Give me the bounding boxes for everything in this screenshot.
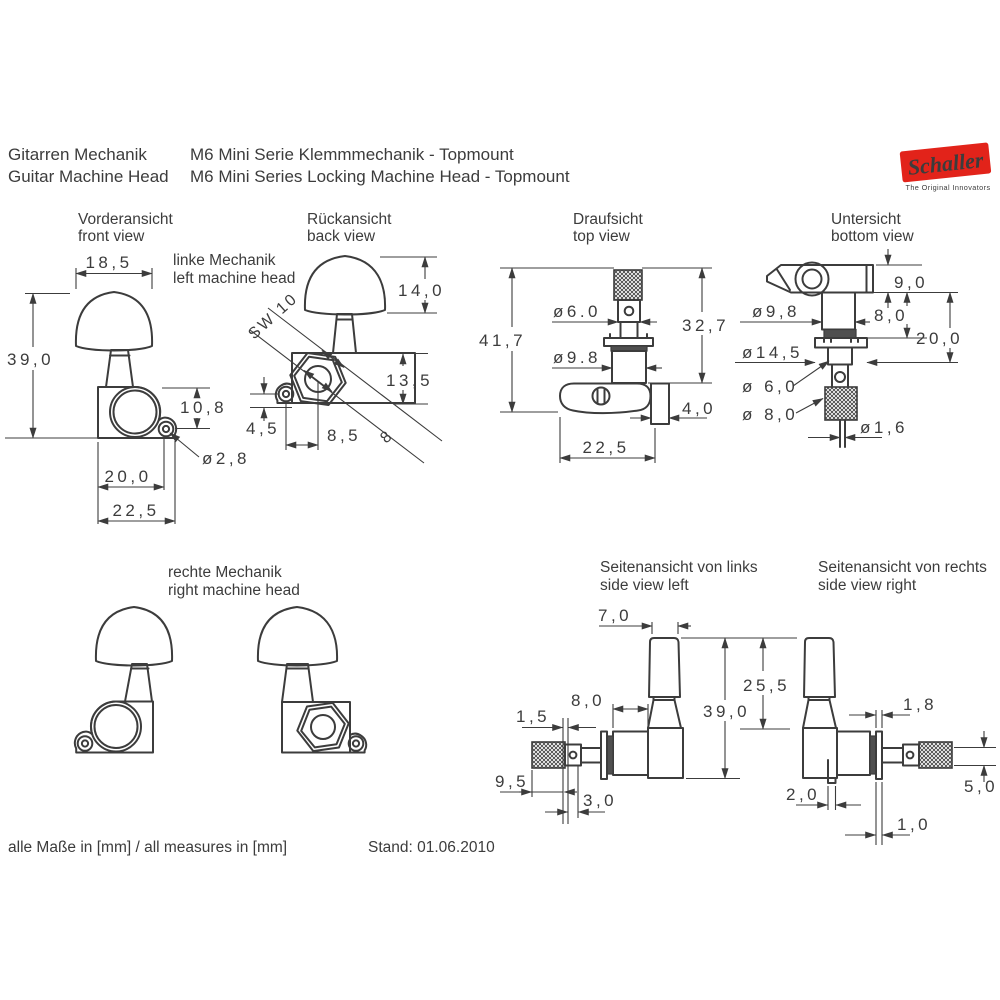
variant-shaft-front [125, 664, 152, 702]
right-variant-front [75, 607, 172, 753]
side-left-dimensions [495, 606, 797, 824]
logo-wordmark: Schaller [906, 147, 985, 180]
dim-top-overall-height: 41,7 [479, 331, 527, 350]
side-right-button [803, 638, 836, 728]
bottom-view-title-en: bottom view [831, 228, 914, 245]
bushing-hole-bottom [803, 270, 822, 289]
units-note: alle Maße in [mm] / all measures in [mm] [8, 839, 288, 856]
dim-front-body-to-screw: 20,0 [104, 467, 152, 486]
revision-note: Stand: 01.06.2010 [368, 839, 495, 856]
side-right-title-en: side view right [818, 577, 917, 594]
side-right-post [903, 745, 919, 766]
top-view-title-en: top view [573, 228, 630, 245]
dim-front-body-width: 22,5 [112, 501, 160, 520]
dim-sl-bushing-length: 8,0 [571, 691, 606, 710]
dim-sl-knob-length: 9,5 [495, 772, 530, 791]
flange-top [604, 334, 653, 346]
variant-shaft-back [282, 664, 313, 702]
side-left-knob [532, 742, 565, 768]
side-left-bushing [613, 732, 648, 776]
dim-bottom-bushing-height: 8,0 [874, 306, 909, 325]
back-view-title-en: back view [307, 228, 376, 245]
top-view-part [560, 270, 669, 424]
logo-tagline: The Original Innovators [905, 183, 991, 192]
dim-bottom-pin-dia: ø1,6 [860, 418, 909, 437]
gear-bushing-inner [114, 391, 157, 434]
side-left-string-hole [570, 752, 577, 759]
side-right-knob [919, 742, 952, 768]
variant-wheel-hole [311, 715, 335, 739]
dim-bottom-flange-dia: ø14,5 [742, 343, 803, 362]
string-hole-bottom [835, 372, 845, 382]
top-view-title-de: Draufsicht [573, 211, 643, 228]
side-left-title-en: side view left [600, 577, 689, 594]
variant-screw-hole-back [353, 740, 359, 746]
brand-logo [900, 142, 992, 192]
dim-top-body-width: 22,5 [582, 438, 630, 457]
dim-front-screw-offset: 10,8 [180, 398, 228, 417]
screw-hole-back [283, 391, 289, 397]
dim-bottom-total-height: 20,0 [916, 329, 964, 348]
dim-sl-overall-height: 39,0 [703, 702, 751, 721]
worm-screw-head [593, 388, 610, 405]
series-title-en: M6 Mini Series Locking Machine Head - Topmount [190, 167, 570, 186]
side-left-post [565, 745, 581, 766]
gear-bushing-outer [110, 387, 160, 437]
top-view-dimensions [479, 268, 729, 463]
bushing-cylinder-bottom [822, 293, 855, 330]
dim-front-screw-hole-dia: ø2,8 [202, 449, 251, 468]
dim-back-screw-to-center: 8,5 [327, 426, 362, 445]
top-view [479, 211, 729, 463]
mount-screw-hole [163, 426, 169, 432]
mount-plate-top [651, 384, 669, 425]
dim-front-overall-height: 39,0 [7, 350, 55, 369]
front-view [5, 211, 295, 524]
side-right-bushing [837, 732, 870, 776]
dim-sl-button-top-width: 7,0 [598, 606, 633, 625]
dim-top-plate-offset: 4,0 [682, 399, 717, 418]
dim-back-body-height: 13,5 [386, 371, 434, 390]
dim-back-wheel-dia: 8 [377, 426, 398, 447]
housing-bottom [767, 265, 873, 293]
locking-knob-bottom [825, 387, 857, 420]
side-right-shaft [882, 748, 903, 763]
dim-back-wrench-size: SW 10 [245, 289, 302, 343]
bushing-top [612, 351, 646, 383]
dim-bottom-post-dia: ø 6,0 [742, 377, 799, 396]
button-shaft-back [333, 314, 356, 353]
flange-bottom [815, 338, 867, 348]
side-left-button [648, 638, 681, 728]
dim-bottom-body-height: 9,0 [894, 273, 929, 292]
tuner-button-front [76, 292, 152, 351]
dim-sr-tab-width: 2,0 [786, 785, 821, 804]
back-view [245, 211, 445, 463]
side-right-title-de: Seitenansicht von rechts [818, 559, 987, 576]
dim-top-bushing-dia: ø9.8 [553, 348, 602, 367]
washer-bottom [824, 330, 856, 339]
side-view-left [495, 559, 797, 824]
button-shaft-front [106, 350, 133, 387]
right-variant-label-de: rechte Mechanik [168, 564, 282, 581]
right-variant-back [258, 607, 366, 753]
dim-sl-shaft-step: 3,0 [583, 791, 618, 810]
dim-top-post-height: 32,7 [682, 316, 730, 335]
dim-sr-tip-dia: 5,0 [964, 777, 999, 796]
variant-hex-inner [301, 707, 345, 748]
side-right-string-hole [907, 752, 914, 759]
tuner-button-back [305, 256, 385, 315]
side-left-flange [601, 732, 607, 780]
side-right-dimensions [786, 695, 998, 845]
front-view-part [76, 292, 176, 438]
dim-bottom-bushing-dia: ø9,8 [752, 302, 801, 321]
bushing-boss-bottom [796, 263, 829, 296]
side-left-housing [648, 728, 683, 778]
dim-sl-button-height: 25,5 [743, 676, 791, 695]
locking-knob-top [614, 270, 642, 300]
series-title-de: M6 Mini Serie Klemmmechanik - Topmount [190, 145, 514, 164]
variant-button-front [96, 607, 172, 666]
right-variant [75, 564, 366, 753]
dim-sl-collar-width: 1,5 [516, 707, 551, 726]
variant-gear-outer [91, 702, 141, 752]
footer [8, 839, 495, 856]
product-title-de: Gitarren Mechanik [8, 145, 147, 164]
spindle-pin-bottom [840, 420, 845, 447]
variant-screw-hole-front [82, 740, 88, 746]
front-view-title-en: front view [78, 228, 145, 245]
worm-screw-slot [598, 390, 605, 404]
left-variant-label-de: linke Mechanik [173, 252, 276, 269]
side-right-mount-tab [828, 760, 836, 783]
variant-button-back [258, 607, 337, 666]
back-view-title-de: Rückansicht [307, 211, 392, 228]
left-variant-label-en: left machine head [173, 270, 296, 287]
variant-gear-inner [95, 705, 138, 748]
side-left-title-de: Seitenansicht von links [600, 559, 758, 576]
dim-bottom-knob-dia: ø 8,0 [742, 405, 799, 424]
string-hole-top [625, 307, 634, 316]
variant-hex-outer [297, 703, 348, 751]
dim-back-screw-height: 4,5 [246, 419, 281, 438]
side-right-flange [876, 732, 882, 780]
dim-sr-flange-thickness: 1,8 [903, 695, 938, 714]
side-right-housing [803, 728, 837, 778]
bottom-view [735, 211, 963, 447]
dim-top-post-dia: ø6.0 [553, 302, 602, 321]
side-left-shaft [581, 748, 601, 763]
side-view-right [786, 559, 998, 845]
dim-front-button-width: 18,5 [85, 253, 133, 272]
bottom-view-title-de: Untersicht [831, 211, 901, 228]
header [8, 145, 570, 186]
side-left-part [532, 638, 683, 779]
product-title-en: Guitar Machine Head [8, 167, 169, 186]
variant-screw-boss-front [78, 736, 93, 751]
dim-back-button-height: 14,0 [398, 281, 446, 300]
front-view-title-de: Vorderansicht [78, 211, 173, 228]
right-variant-label-en: right machine head [168, 582, 300, 599]
dim-sr-washer-thickness: 1,0 [897, 815, 932, 834]
